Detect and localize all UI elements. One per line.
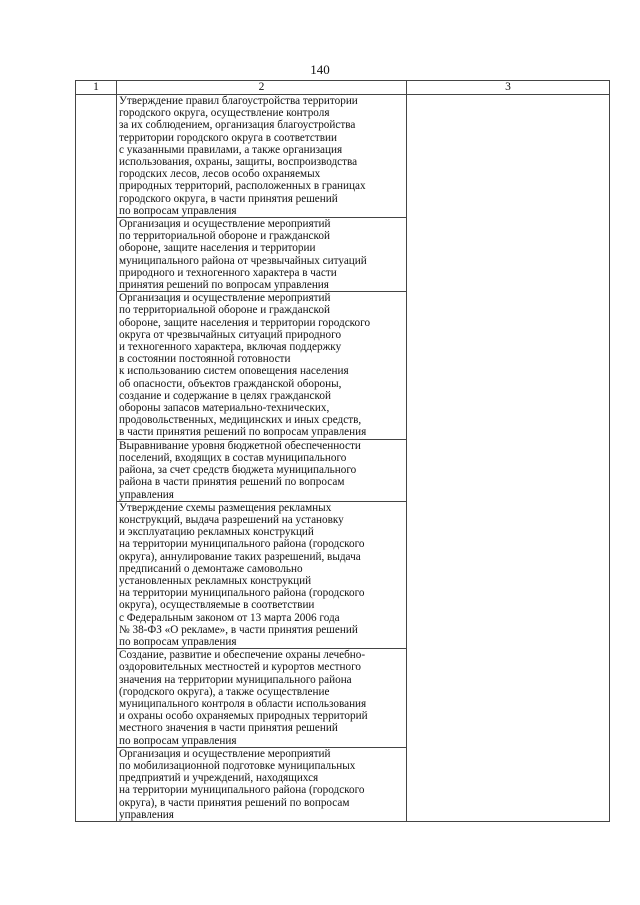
column-header-3: 3 [407, 81, 610, 95]
table-body-row [76, 95, 610, 822]
column-2-cell [117, 95, 407, 822]
table-header-row [76, 81, 610, 95]
list-item: Создание, развитие и обеспечение охраны лечебно- оздоровительных местностей и курортов местного значения на территории муниципального района (городского округа), а также осуществление муниципального контроля в области использования и охраны особо охраняемых природных территорий местного значения в части принятия решений по вопросам управления [117, 649, 406, 748]
column-header-1: 1 [76, 81, 117, 95]
list-item: Утверждение правил благоустройства территории городского округа, осуществление контроля за их соблюдением, организация благоустройства территории городского округа в соответствии с указанными правилами, а также организация использования, охраны, защиты, воспроизводства городских лесов, лесов особо охраняемых природных территорий, расположенных в границах городского округа, в части принятия решений по вопросам управления [117, 95, 406, 218]
column-1-cell [76, 95, 117, 822]
column-header-2: 2 [117, 81, 407, 95]
list-item: Утверждение схемы размещения рекламных конструкций, выдача разрешений на установку и эксплуатацию рекламных конструкций на территории муниципального района (городского округа), аннулирование таких разрешений, выдача предписаний о демонтаже самовольно установленных рекламных конструкций на территории муниципального района (городского округа), осуществляемые в соответствии с Федеральным законом от 13 марта 2006 года № 38-ФЗ «О рекламе», в части принятия решений по вопросам управления [117, 502, 406, 649]
list-item: Организация и осуществление мероприятий по территориальной обороне и гражданской обороне, защите населения и территории городского округа от чрезвычайных ситуаций природного и техногенного характера, включая поддержку в состоянии постоянной готовности к использованию систем оповещения населения об опасности, объектов гражданской обороны, создание и содержание в целях гражданской обороны запасов материально-технических, продовольственных, медицинских и иных средств, в части принятия решений по вопросам управления [117, 292, 406, 439]
list-item: Выравнивание уровня бюджетной обеспеченности поселений, входящих в состав муниципального района, за счет средств бюджета муниципального района в части принятия решений по вопросам управления [117, 440, 406, 502]
column-3-cell [407, 95, 610, 822]
list-item: Организация и осуществление мероприятий по мобилизационной подготовке муниципальных предприятий и учреждений, находящихся на территории муниципального района (городского округа), в части принятия решений по вопросам управления [119, 747, 365, 821]
page-number: 140 [310, 62, 330, 77]
list-item: Организация и осуществление мероприятий по территориальной обороне и гражданской обороне, защите населения и территории муниципального района от чрезвычайных ситуаций природного и техногенного характера в части принятия решений по вопросам управления [117, 218, 406, 292]
powers-table [75, 80, 610, 822]
